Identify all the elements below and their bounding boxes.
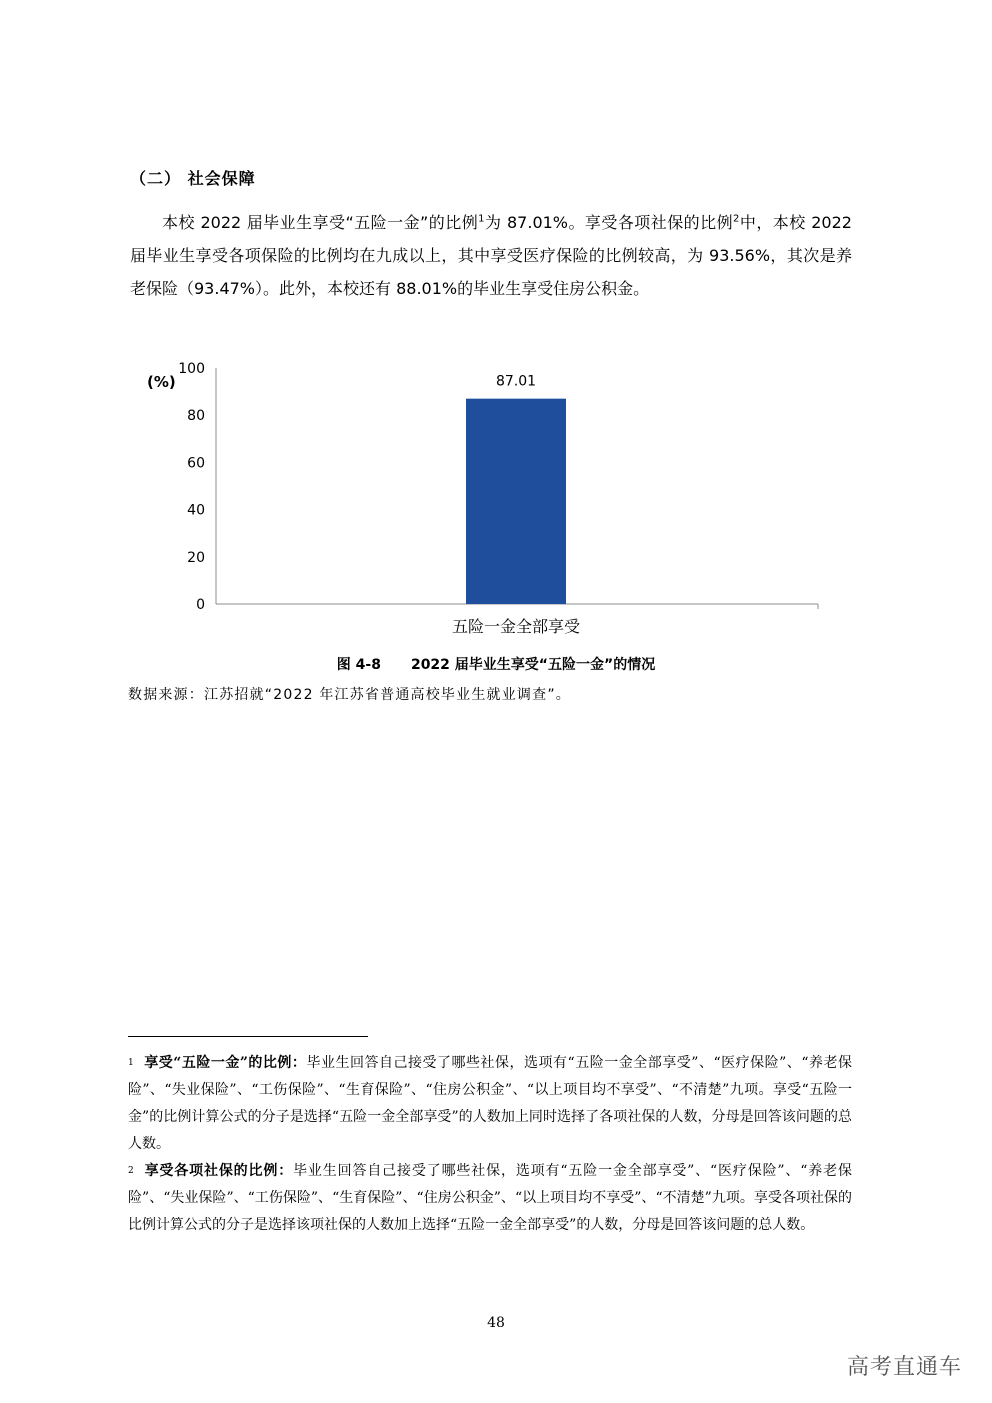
y-tick-label-3: 60 — [187, 455, 205, 472]
paragraph-text-2: 为 87.01%。享受各项社保的比例 — [484, 213, 734, 232]
footnote-ref-2[interactable]: 2 — [733, 213, 740, 225]
footnote-1-mark: 1 — [128, 1058, 134, 1068]
section-heading: （二） 社会保障 — [130, 169, 256, 188]
footnote-1-term: 享受“五险一金”的比例： — [143, 1055, 307, 1071]
bar-0 — [466, 399, 566, 604]
footnote-2-text: 毕业生回答自己接受了哪些社保，选项有“五险一金全部享受”、“医疗保险”、“养老保险”、“失业保险”、“工伤保险”、“生育保险”、“住房公积金”、“以上项目均不享受”、“不清楚”九项。享受各项社保的比例计算公式的分子是选择该项社保的人数加上选择“五险一金全部享受”的人数，分母是回答该问题的总人数。 — [128, 1163, 852, 1233]
watermark-logo-text: 高考直通车 — [846, 1355, 962, 1380]
paragraph-text-3: 中，本校 2022 届毕业生享受各项保险的比例均在九成以上，其中享受医疗保险的比例较高，为 93.56%，其次是养老保险（93.47%）。此外，本校还有 88.01%的毕业生享受住房公积金。 — [130, 213, 852, 298]
y-tick-label-4: 80 — [187, 408, 205, 425]
y-tick-label-1: 20 — [187, 549, 205, 566]
paragraph-text-1: 本校 2022 届毕业生享受“五险一金”的比例 — [162, 213, 479, 232]
bar-chart — [140, 355, 840, 645]
footnote-1-text: 毕业生回答自己接受了哪些社保，选项有“五险一金全部享受”、“医疗保险”、“养老保险”、“失业保险”、“工伤保险”、“生育保险”、“住房公积金”、“以上项目均不享受”、“不清楚”九项。享受“五险一金”的比例计算公式的分子是选择“五险一金全部享受”的人数加上同时选择了各项社保的人数，分母是回答该问题的总人数。 — [128, 1055, 852, 1152]
footnote-1 — [128, 1050, 852, 1158]
footnote-2-term: 享受各项社保的比例： — [143, 1163, 294, 1179]
footnote-2 — [128, 1158, 852, 1239]
figure-caption — [0, 654, 992, 674]
footnote-2-mark: 2 — [128, 1166, 134, 1176]
figure-title: 2022 届毕业生享受“五险一金”的情况 — [410, 657, 656, 673]
page-number: 48 — [487, 1315, 505, 1331]
y-tick-label-2: 40 — [187, 502, 205, 519]
y-tick-label-0: 0 — [196, 597, 205, 613]
footnote-ref-1[interactable]: 1 — [478, 213, 485, 225]
body-paragraph — [130, 206, 852, 305]
y-tick-label-5: 100 — [178, 361, 205, 377]
footnote-separator — [128, 1036, 368, 1037]
figure-number: 图 4-8 — [336, 657, 381, 673]
y-axis-label: (%) — [147, 373, 176, 391]
x-category-label-0: 五险一金全部享受 — [451, 617, 581, 636]
bar-data-label-0: 87.01 — [495, 373, 537, 390]
data-source-note: 数据来源：江苏招就“2022 年江苏省普通高校毕业生就业调查”。 — [128, 687, 571, 703]
